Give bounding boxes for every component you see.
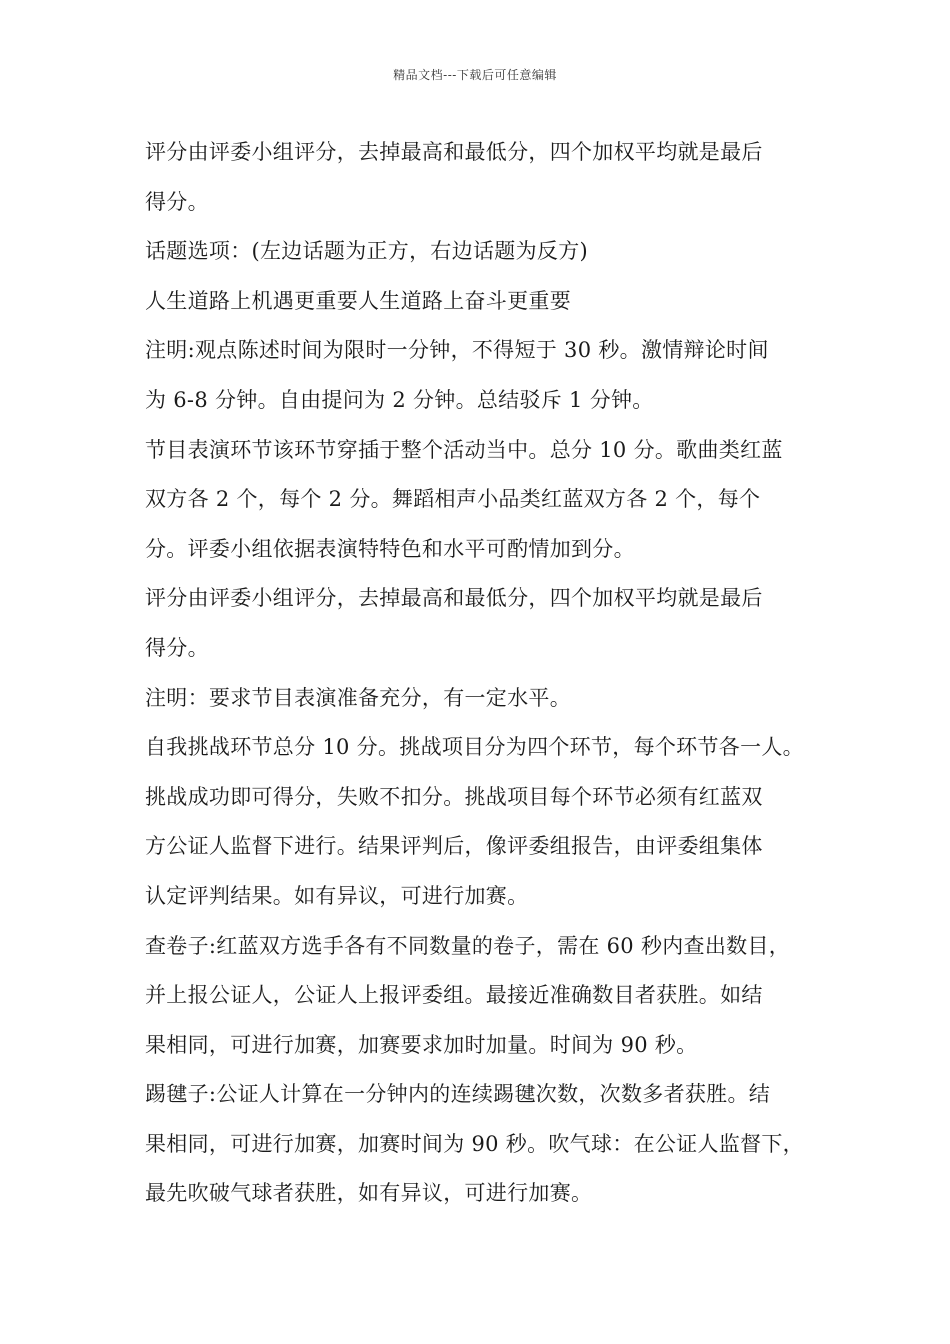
text-line: 为 6-8 分钟。自由提问为 2 分钟。总结驳斥 1 分钟。 [145, 387, 654, 412]
text-line: 果相同，可进行加赛，加赛要求加时加量。时间为 90 秒。 [145, 1032, 698, 1057]
page-header: 精品文档---下载后可任意编辑 [393, 68, 557, 82]
text-line: 节目表演环节该环节穿插于整个活动当中。总分 10 分。歌曲类红蓝 [145, 437, 783, 462]
text-line: 分。评委小组依据表演特特色和水平可酌情加到分。 [145, 536, 635, 561]
text-line: 认定评判结果。如有异议，可进行加赛。 [145, 883, 529, 908]
text-line: 并上报公证人，公证人上报评委组。最接近准确数目者获胜。如结 [145, 983, 763, 1008]
text-line: 最先吹破气球者获胜，如有异议，可进行加赛。 [145, 1181, 593, 1206]
text-line: 自我挑战环节总分 10 分。挑战项目分为四个环节，每个环节各一人。 [145, 735, 804, 760]
text-line: 方公证人监督下进行。结果评判后，像评委组报告，由评委组集体 [145, 834, 763, 859]
text-line: 挑战成功即可得分，失败不扣分。挑战项目每个环节必须有红蓝双 [145, 784, 763, 809]
text-line: 注明：要求节目表演准备充分，有一定水平。 [145, 685, 571, 710]
text-line: 注明:观点陈述时间为限时一分钟，不得短于 30 秒。激情辩论时间 [145, 338, 769, 363]
text-line: 评分由评委小组评分，去掉最高和最低分，四个加权平均就是最后 [145, 140, 763, 164]
text-line: 双方各 2 个，每个 2 分。舞蹈相声小品类红蓝双方各 2 个，每个 [145, 487, 761, 512]
text-line: 得分。 [145, 635, 209, 660]
document-body [145, 128, 845, 1219]
text-line: 得分。 [145, 189, 209, 214]
text-line: 人生道路上机遇更重要人生道路上奋斗更重要 [145, 288, 571, 313]
text-line: 话题选项：(左边话题为正方，右边话题为反方) [145, 239, 588, 264]
text-line: 果相同，可进行加赛，加赛时间为 90 秒。吹气球：在公证人监督下， [145, 1131, 804, 1156]
text-line: 踢毽子:公证人计算在一分钟内的连续踢毽次数，次数多者获胜。结 [145, 1082, 771, 1107]
text-line: 评分由评委小组评分，去掉最高和最低分，四个加权平均就是最后 [145, 586, 763, 611]
text-line: 查卷子:红蓝双方选手各有不同数量的卷子，需在 60 秒内查出数目， [145, 933, 791, 958]
